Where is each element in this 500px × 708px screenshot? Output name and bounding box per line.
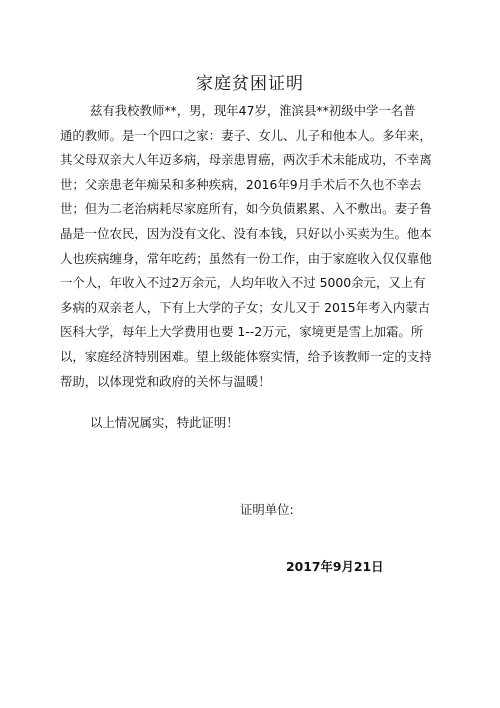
paragraph-line: 帮助，以体现党和政府的关怀与温暖！ — [60, 373, 271, 389]
body-paragraph — [60, 99, 460, 394]
closing-statement: 以上情况属实，特此证明！ — [90, 415, 239, 430]
document-title: 家庭贫困证明 — [196, 74, 304, 94]
issue-date: 2017年9月21日 — [286, 559, 384, 574]
paragraph-line: 以，家庭经济特别困难。望上级能体察实情，给予该教师一定的支持 — [60, 348, 432, 364]
paragraph-line: 晶是一位农民，因为没有文化、没有本钱，只好以小买卖为生。他本 — [60, 225, 432, 241]
paragraph-line: 多病的双亲老人，下有上大学的子女；女儿又于 2015年考入内蒙古 — [60, 299, 431, 315]
paragraph-line: 其父母双亲大人年迈多病，母亲患胃癌，两次手术未能成功，不幸离 — [60, 152, 432, 168]
issuer-label: 证明单位: — [240, 502, 294, 517]
paragraph-line: 医科大学，每年上大学费用也要 1--2万元，家境更是雪上加霜。所 — [60, 324, 424, 340]
paragraph-line: 一个人，年收入不过2万余元，人均年收入不过 5000余元，又上有 — [60, 275, 426, 291]
paragraph-line: 兹有我校教师**，男，现年47岁，淮滨县**初级中学一名普 — [90, 103, 416, 118]
paragraph-line: 人也疾病缠身，常年吃药；虽然有一份工作，由于家庭收入仅仅靠他 — [60, 250, 432, 266]
paragraph-line: 通的教师。是一个四口之家：妻子、女儿、儿子和他本人。多年来， — [60, 127, 432, 143]
paragraph-line: 世；但为二老治病耗尽家庭所有，如今负债累累、入不敷出。妻子鲁 — [60, 201, 432, 217]
paragraph-line: 世；父亲患老年痴呆和多种疾病，2016年9月手术后不久也不幸去 — [60, 176, 422, 192]
